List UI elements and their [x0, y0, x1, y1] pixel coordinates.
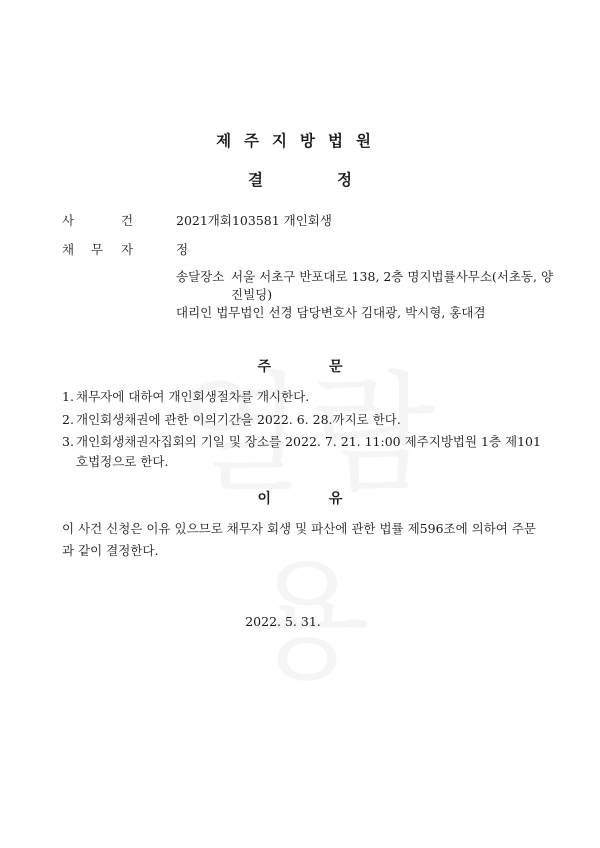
case-label-char: 사: [62, 213, 75, 228]
order-item: [62, 410, 552, 430]
order-item-text: 개인회생채권자집회의 기일 및 장소를 2022. 7. 21. 11:00 제주지방법원 1층 제101: [76, 434, 541, 449]
debtor-label-char: 자: [121, 242, 134, 257]
case-label-char: 건: [121, 213, 134, 228]
order-heading: [0, 356, 600, 376]
doc-type-first-char: 결: [248, 171, 263, 189]
debtor-label-char: 채: [62, 242, 75, 257]
order-item-number: 1.: [62, 389, 74, 404]
order-item-number: 2.: [62, 412, 74, 427]
order-item-continuation: 호법정으로 한다.: [76, 454, 169, 469]
legal-agent: 대리인 법무법인 선경 담당변호사 김대광, 박시형, 홍대겸: [176, 305, 486, 320]
order-heading-char: 주: [257, 359, 271, 375]
order-item: [62, 432, 552, 472]
court-title: 제주지방법원: [216, 132, 384, 150]
order-heading-char: 문: [329, 359, 343, 375]
service-address: [176, 268, 576, 304]
order-item: [62, 387, 552, 407]
debtor-name: 정: [176, 242, 189, 257]
order-item-number: 3.: [62, 434, 74, 449]
doc-type-second-char: 정: [337, 171, 352, 189]
service-address-value: 서울 서초구 반포대로 138, 2층 명지법률사무소(서초동, 양진빌딩): [231, 269, 554, 302]
decision-date: 2022. 5. 31.: [245, 614, 321, 629]
order-item-text: 개인회생채권에 관한 이의기간을 2022. 6. 28.까지로 한다.: [76, 412, 401, 427]
order-item-text: 채무자에 대하여 개인회생절차를 개시한다.: [76, 389, 310, 404]
case-number: 2021개회103581 개인회생: [176, 213, 332, 228]
reason-heading-char: 유: [329, 491, 343, 507]
document-type: [0, 168, 600, 190]
reason-heading: [0, 488, 600, 508]
reason-text: 이 사건 신청은 이유 있으므로 채무자 회생 및 파산에 관한 법률 제596조에 의하여 주문과 같이 결정한다.: [62, 521, 536, 558]
service-address-label: 송달장소: [176, 269, 225, 284]
reason-heading-char: 이: [257, 491, 271, 507]
debtor-label-char: 무: [91, 242, 104, 257]
